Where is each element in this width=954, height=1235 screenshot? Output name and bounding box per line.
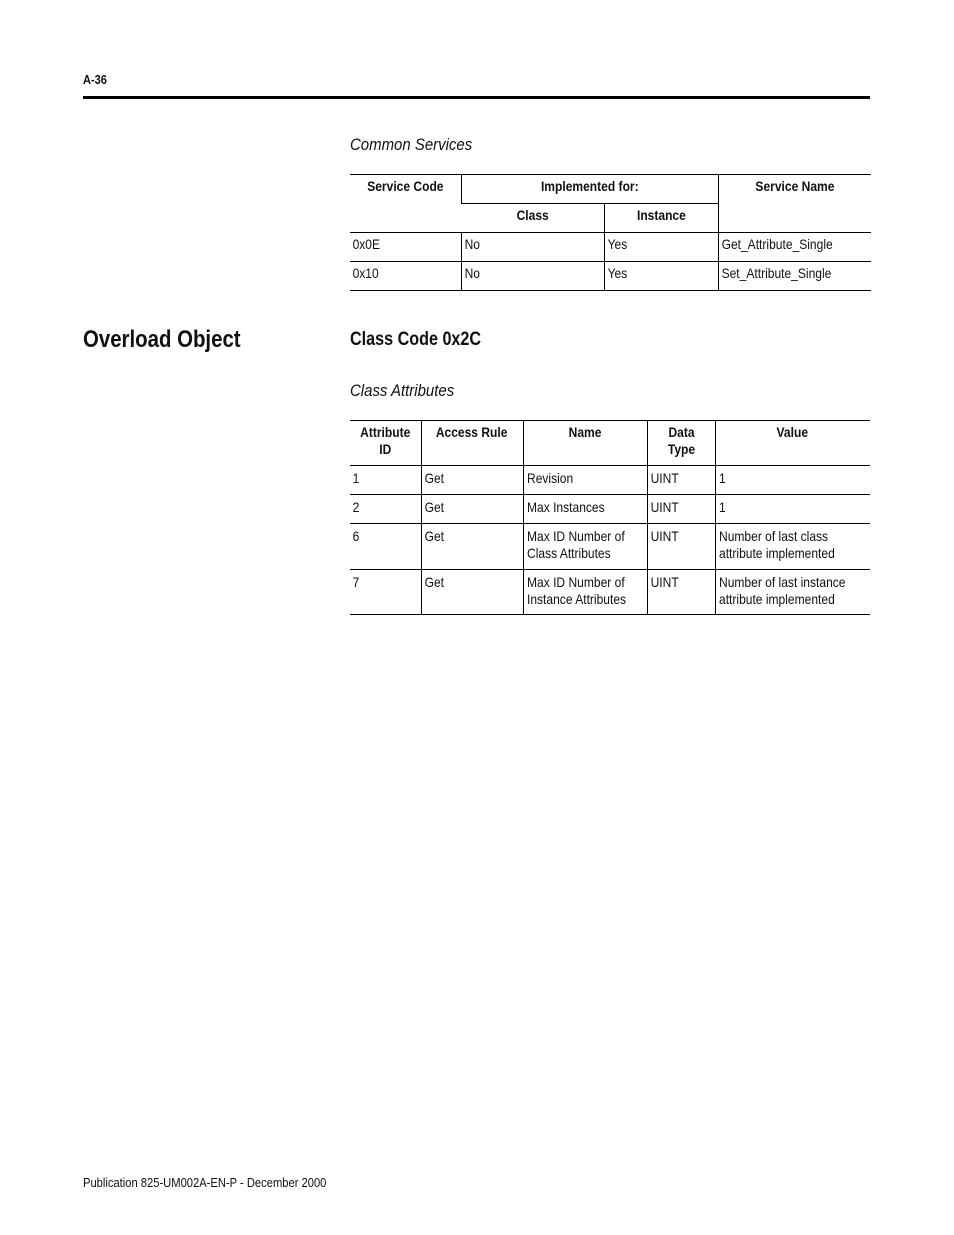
header-instance: Instance — [604, 204, 718, 233]
table-row: 7 Get Max ID Number of Instance Attributes UINT Number of last instance attribute implemented — [350, 570, 870, 615]
header-attribute-id: Attribute ID — [350, 421, 421, 466]
table-row: 0x0E No Yes Get_Attribute_Single — [350, 233, 871, 262]
section-title: Overload Object — [83, 326, 241, 353]
header-data-type: Data Type — [647, 421, 715, 466]
class-code-heading: Class Code 0x2C — [350, 329, 482, 350]
header-class: Class — [461, 204, 604, 233]
page-number: A-36 — [83, 72, 107, 87]
publication-footer: Publication 825-UM002A-EN-P - December 2000 — [83, 1175, 327, 1190]
header-service-name: Service Name — [718, 175, 871, 233]
class-attributes-caption: Class Attributes — [350, 381, 455, 400]
header-access-rule: Access Rule — [421, 421, 523, 466]
table-row: 1 Get Revision UINT 1 — [350, 466, 870, 495]
common-services-caption: Common Services — [350, 135, 473, 154]
table-row: 0x10 No Yes Set_Attribute_Single — [350, 262, 871, 291]
header-implemented-for: Implemented for: — [461, 175, 718, 204]
class-attributes-table — [350, 420, 870, 615]
header-service-code: Service Code — [350, 175, 461, 233]
header-value: Value — [715, 421, 870, 466]
table-row: 6 Get Max ID Number of Class Attributes UINT Number of last class attribute implemented — [350, 524, 870, 570]
header-name: Name — [523, 421, 647, 466]
common-services-table — [350, 174, 871, 291]
header-rule — [83, 96, 870, 99]
table-header-row — [350, 421, 870, 466]
table-row: 2 Get Max Instances UINT 1 — [350, 495, 870, 524]
table-header-row — [350, 175, 871, 204]
